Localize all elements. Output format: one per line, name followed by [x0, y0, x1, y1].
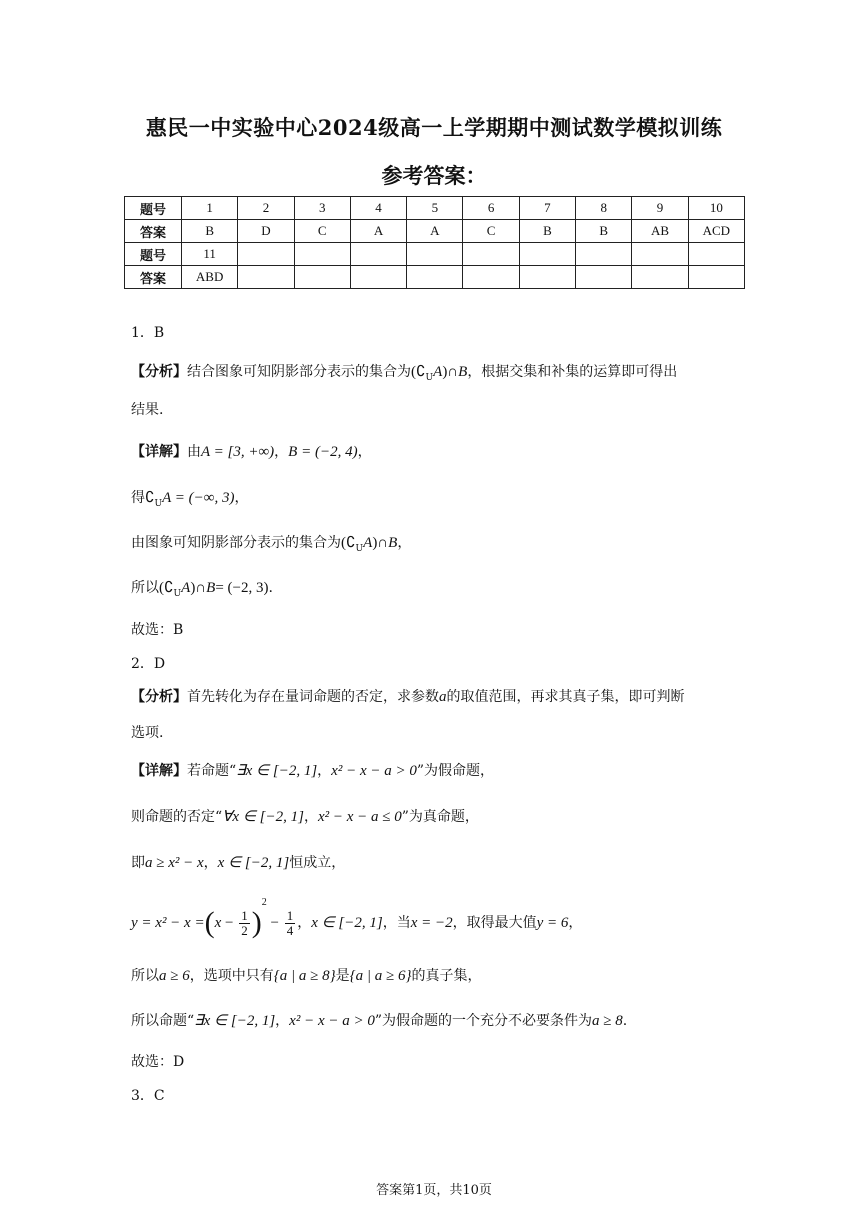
detail-text: ，取得最大值 — [452, 915, 537, 931]
fraction-numerator: 1 — [241, 907, 248, 923]
math-var: a — [439, 689, 447, 705]
table-cell — [294, 266, 350, 289]
math-expr: a ≥ 6 — [159, 968, 190, 984]
q1-heading: 1．B — [131, 325, 165, 341]
table-cell — [294, 243, 350, 266]
q1-analysis: 【分析】结合图象可知阴影部分表示的集合为$(∁_UA)\cap B$，根据交集和补集的运算即可得出 — [131, 364, 678, 383]
math-expr: y = 6 — [536, 915, 569, 931]
q1-choice: 故选：B — [131, 622, 184, 638]
detail-text: ， — [275, 1013, 290, 1029]
analysis-tag: 【分析】 — [131, 689, 187, 705]
analysis-text: 的取值范围，再求其真子集，即可判断 — [446, 689, 685, 705]
detail-text: 所以 — [131, 580, 159, 596]
detail-text: 所以命题“ — [131, 1013, 195, 1029]
detail-text: . — [622, 1013, 628, 1029]
detail-tag: 【详解】 — [131, 763, 187, 779]
table-header-cell: 题号 — [125, 197, 182, 220]
table-cell — [632, 243, 688, 266]
table-row-answers-1 — [125, 220, 745, 243]
math-expr: {a | a ≥ 6} — [349, 968, 412, 984]
table-header-cell: 答案 — [125, 266, 182, 289]
table-cell: C — [294, 220, 350, 243]
q2-analysis-cont: 选项. — [131, 725, 164, 741]
table-row-answers-2 — [125, 266, 745, 289]
table-cell — [688, 266, 744, 289]
table-cell: 5 — [407, 197, 463, 220]
page-footer: 答案第1页，共10页 — [376, 1183, 492, 1198]
table-cell — [350, 266, 406, 289]
table-cell — [463, 266, 519, 289]
analysis-text: 结合图象可知阴影部分表示的集合为 — [187, 364, 411, 380]
math-expr: {a | a ≥ 8} — [273, 968, 336, 984]
math-expr: B = (−2, 4) — [288, 444, 358, 460]
math-expr: a ≥ x² − x — [145, 855, 204, 871]
math-complement-set: (∁ — [411, 364, 426, 380]
document-subtitle: 参考答案： — [381, 163, 487, 188]
table-cell — [576, 243, 632, 266]
table-cell: C — [463, 220, 519, 243]
detail-text: 的真子集， — [411, 968, 482, 984]
detail-text: 所以 — [131, 968, 159, 984]
math-expr: x² − x − a > 0 — [331, 763, 417, 779]
detail-text: ”为假命题的一个充分不必要条件为 — [374, 1013, 593, 1029]
document-title: 惠民一中实验中心2024级高一上学期期中测试数学模拟训练 — [145, 115, 723, 140]
table-cell: 11 — [182, 243, 238, 266]
detail-text: 由图象可知阴影部分表示的集合为 — [131, 535, 341, 551]
detail-text: 由 — [187, 444, 201, 460]
table-cell: A — [350, 220, 406, 243]
table-cell: 10 — [688, 197, 744, 220]
table-cell: D — [238, 220, 294, 243]
table-cell: B — [576, 220, 632, 243]
detail-text: 即 — [131, 855, 145, 871]
detail-text: 若命题“ — [187, 763, 237, 779]
math-expr: ∃x ∈ [−2, 1] — [236, 763, 318, 779]
table-cell: 3 — [294, 197, 350, 220]
table-cell — [350, 243, 406, 266]
math-expr: a ≥ 8 — [592, 1013, 623, 1029]
table-cell — [576, 266, 632, 289]
q3-heading: 3．C — [131, 1088, 165, 1104]
math-expr: = (−2, 3) — [215, 580, 269, 596]
analysis-tag: 【分析】 — [131, 364, 187, 380]
math-expr: x = −2 — [410, 915, 453, 931]
q1-result-line: 所以$(∁_UA)\cap B= (-2$, 3). — [131, 580, 273, 599]
table-cell: AB — [632, 220, 688, 243]
fraction — [285, 909, 296, 938]
table-cell — [407, 266, 463, 289]
math-expr: ∃x ∈ [−2, 1] — [194, 1013, 276, 1029]
table-cell — [407, 243, 463, 266]
q2-analysis — [131, 686, 685, 706]
table-cell: A — [407, 220, 463, 243]
detail-text: ， — [397, 535, 412, 551]
table-cell — [238, 243, 294, 266]
detail-text: ， — [357, 444, 372, 460]
q2-choice: 故选：D — [131, 1054, 185, 1070]
table-cell: B — [182, 220, 238, 243]
detail-text: ，选项中只有 — [189, 968, 274, 984]
answer-table — [124, 196, 745, 289]
q1-figure-line: 由图象可知阴影部分表示的集合为$(∁_UA)\cap B$， — [131, 535, 412, 554]
math-expr: x² − x − a ≤ 0 — [317, 809, 402, 825]
table-cell: 4 — [350, 197, 406, 220]
fraction — [239, 909, 250, 938]
table-cell — [519, 266, 575, 289]
table-cell — [688, 243, 744, 266]
detail-text: ”为假命题， — [416, 763, 495, 779]
q2-subset-line — [131, 965, 481, 985]
table-cell: 9 — [632, 197, 688, 220]
q1-detail — [131, 441, 372, 461]
q2-function-line: y = x² − x =(x − $\frac{1}{2}$ )$^2$ − $\frac{1}{4}$ ，x ∈ [−2, 1]，当x = −2，取得最大值y = 6， — [131, 897, 583, 939]
detail-text: 恒成立， — [289, 855, 346, 871]
analysis-text: 首先转化为存在量词命题的否定，求参数 — [187, 689, 439, 705]
q2-detail — [131, 760, 494, 780]
math-expr: A = [3, +∞) — [201, 444, 275, 460]
q1-complement-line: 得$∁_UA$ = (−∞, 3)， — [131, 490, 249, 509]
q2-inequality — [131, 852, 345, 872]
detail-text: 则命题的否定“ — [131, 809, 223, 825]
table-header-cell: 答案 — [125, 220, 182, 243]
detail-text: ， — [297, 915, 312, 931]
table-cell: B — [519, 220, 575, 243]
table-cell — [519, 243, 575, 266]
q2-heading: 2．D — [131, 656, 166, 672]
analysis-text: ，根据交集和补集的运算即可得出 — [467, 364, 678, 380]
table-cell — [463, 243, 519, 266]
detail-text: ， — [303, 809, 318, 825]
math-expr: ∀x ∈ [−2, 1] — [222, 809, 304, 825]
math-expr: A = (−∞, 3) — [162, 490, 235, 506]
detail-text: ，当 — [382, 915, 411, 931]
table-cell — [238, 266, 294, 289]
math-expr: x ∈ [−2, 1] — [311, 915, 383, 931]
detail-text: ， — [234, 490, 249, 506]
fraction-numerator: 1 — [286, 907, 294, 923]
table-cell: ABD — [182, 266, 238, 289]
math-expr: x ∈ [−2, 1] — [217, 855, 290, 871]
detail-tag: 【详解】 — [131, 444, 187, 460]
math-expr: y = x² − x = — [131, 915, 205, 931]
detail-text: 是 — [335, 968, 350, 984]
table-cell: 6 — [463, 197, 519, 220]
table-header-cell: 题号 — [125, 243, 182, 266]
q2-negation — [131, 806, 479, 826]
table-cell: 1 — [182, 197, 238, 220]
table-cell: 2 — [238, 197, 294, 220]
table-row-numbers-2 — [125, 243, 745, 266]
fraction-denominator: 4 — [286, 922, 294, 938]
detail-text: ， — [317, 763, 332, 779]
table-cell: ACD — [688, 220, 744, 243]
detail-text: ， — [568, 915, 583, 931]
table-cell: 8 — [576, 197, 632, 220]
q2-conclusion-line — [131, 1010, 627, 1030]
detail-text: ， — [203, 855, 218, 871]
table-cell — [632, 266, 688, 289]
detail-text: ”为真命题， — [401, 809, 479, 825]
fraction-denominator: 2 — [241, 922, 248, 938]
table-cell: 7 — [519, 197, 575, 220]
table-row-numbers-1 — [125, 197, 745, 220]
q1-analysis-cont: 结果. — [131, 402, 164, 418]
math-expr: x² − x − a > 0 — [289, 1013, 375, 1029]
detail-text: ， — [274, 444, 289, 460]
detail-text: 得 — [131, 490, 145, 506]
detail-text: . — [268, 580, 273, 596]
